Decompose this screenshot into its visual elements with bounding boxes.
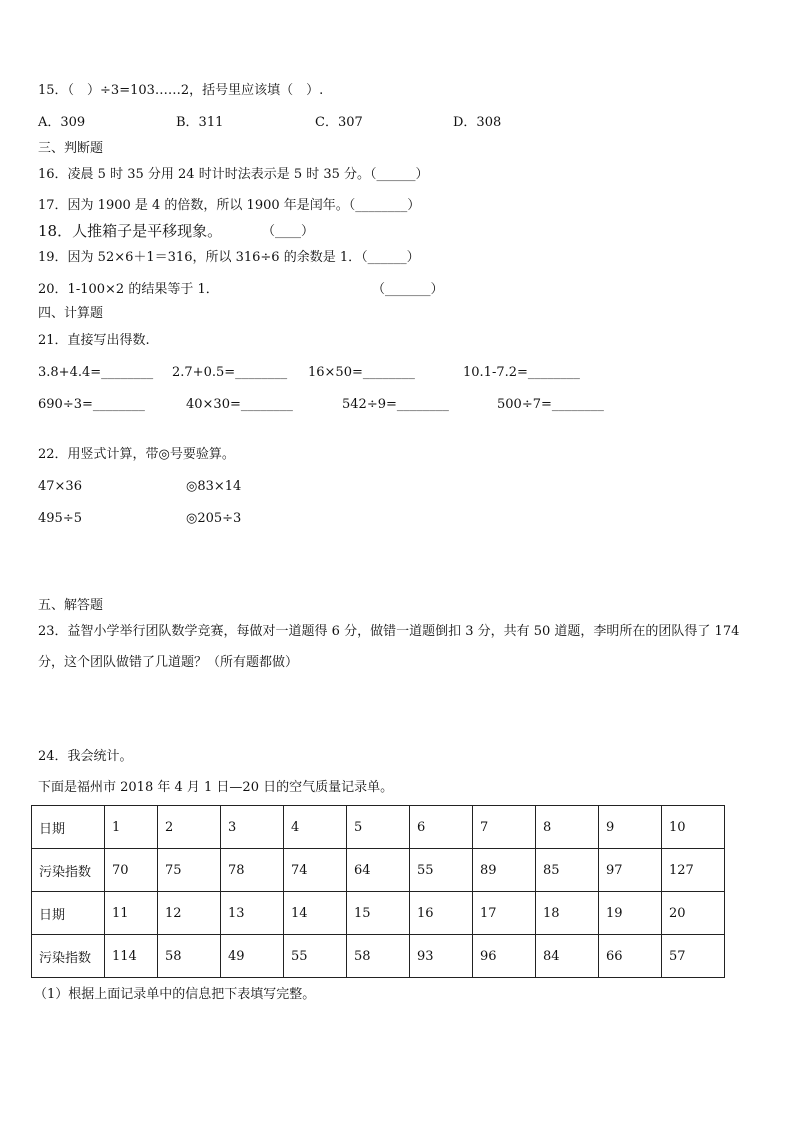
table-cell: 1: [105, 806, 158, 849]
question-18-stem: 18．人推箱子是平移现象。: [38, 222, 223, 240]
table-cell: 7: [473, 806, 536, 849]
question-22-stem: 22．用竖式计算，带◎号要验算。: [38, 447, 235, 462]
table-cell: 2: [158, 806, 221, 849]
question-18-blank: （____）: [262, 224, 315, 239]
table-cell: 3: [221, 806, 284, 849]
table-cell: 58: [347, 935, 410, 978]
option-a: A．309: [38, 115, 86, 130]
option-d: D．308: [453, 115, 502, 130]
table-cell: 11: [105, 892, 158, 935]
table-row-header: 污染指数: [32, 935, 105, 978]
table-cell: 8: [536, 806, 599, 849]
question-20-blank: （_______）: [372, 282, 444, 297]
table-cell: 10: [662, 806, 725, 849]
air-quality-table: [31, 805, 725, 978]
table-cell: 4: [284, 806, 347, 849]
question-16: 16．凌晨 5 时 35 分用 24 时计时法表示是 5 时 35 分。（______）: [38, 167, 429, 182]
table-cell: 19: [599, 892, 662, 935]
table-cell: 127: [662, 849, 725, 892]
question-19: 19．因为 52×6＋1＝316，所以 316÷6 的余数是 1．（______）: [38, 250, 420, 265]
section-5-title: 五、解答题: [38, 598, 104, 613]
table-cell: 12: [158, 892, 221, 935]
table-cell: 70: [105, 849, 158, 892]
table-row-header: 日期: [32, 806, 105, 849]
option-c: C．307: [315, 115, 363, 130]
table-cell: 13: [221, 892, 284, 935]
vertical-calc-item: ◎83×14: [186, 479, 242, 494]
table-cell: 74: [284, 849, 347, 892]
table-row-values: [32, 849, 725, 892]
calc-item: 40×30=________: [186, 397, 293, 412]
question-23-line1: 23．益智小学举行团队数学竞赛，每做对一道题得 6 分，做错一道题倒扣 3 分，共有 50 道题，李明所在的团队得了 174: [38, 624, 740, 639]
question-24-title: 24．我会统计。: [38, 749, 133, 764]
vertical-calc-item: 47×36: [38, 479, 82, 494]
table-cell: 49: [221, 935, 284, 978]
table-row-dates: [32, 892, 725, 935]
section-3-title: 三、判断题: [38, 141, 104, 156]
table-cell: 78: [221, 849, 284, 892]
table-cell: 114: [105, 935, 158, 978]
table-cell: 5: [347, 806, 410, 849]
question-20-stem: 20．1-100×2 的结果等于 1．: [38, 282, 219, 297]
calc-item: 16×50=________: [308, 365, 415, 380]
table-row-header: 污染指数: [32, 849, 105, 892]
table-cell: 17: [473, 892, 536, 935]
calc-item: 542÷9=________: [342, 397, 449, 412]
section-4-title: 四、计算题: [38, 306, 104, 321]
table-cell: 84: [536, 935, 599, 978]
table-row-header: 日期: [32, 892, 105, 935]
table-cell: 85: [536, 849, 599, 892]
table-row-values: [32, 935, 725, 978]
table-cell: 93: [410, 935, 473, 978]
table-cell: 64: [347, 849, 410, 892]
table-cell: 6: [410, 806, 473, 849]
table-cell: 57: [662, 935, 725, 978]
table-row-dates: [32, 806, 725, 849]
table-cell: 15: [347, 892, 410, 935]
table-cell: 9: [599, 806, 662, 849]
option-b: B．311: [176, 115, 224, 130]
table-cell: 55: [410, 849, 473, 892]
calc-item: 690÷3=________: [38, 397, 145, 412]
calc-item: 500÷7=________: [497, 397, 604, 412]
calc-item: 2.7+0.5=________: [172, 365, 288, 380]
table-cell: 96: [473, 935, 536, 978]
table-cell: 16: [410, 892, 473, 935]
vertical-calc-item: ◎205÷3: [186, 511, 242, 526]
table-cell: 89: [473, 849, 536, 892]
question-17: 17．因为 1900 是 4 的倍数，所以 1900 年是闰年。（________）: [38, 198, 421, 213]
question-24-intro: 下面是福州市 2018 年 4 月 1 日—20 日的空气质量记录单。: [38, 780, 394, 795]
table-cell: 97: [599, 849, 662, 892]
question-23-line2: 分，这个团队做错了几道题？（所有题都做）: [38, 655, 299, 670]
table-cell: 20: [662, 892, 725, 935]
table-cell: 75: [158, 849, 221, 892]
calc-item: 10.1-7.2=________: [463, 365, 580, 380]
question-15-stem: 15．（ ）÷3=103……2，括号里应该填（ ）.: [38, 83, 324, 98]
table-cell: 58: [158, 935, 221, 978]
table-cell: 55: [284, 935, 347, 978]
question-24-sub1: （1）根据上面记录单中的信息把下表填写完整。: [34, 987, 316, 1002]
table-cell: 66: [599, 935, 662, 978]
question-21-stem: 21．直接写出得数.: [38, 333, 150, 348]
vertical-calc-item: 495÷5: [38, 511, 82, 526]
calc-item: 3.8+4.4=________: [38, 365, 154, 380]
table-cell: 18: [536, 892, 599, 935]
table-cell: 14: [284, 892, 347, 935]
